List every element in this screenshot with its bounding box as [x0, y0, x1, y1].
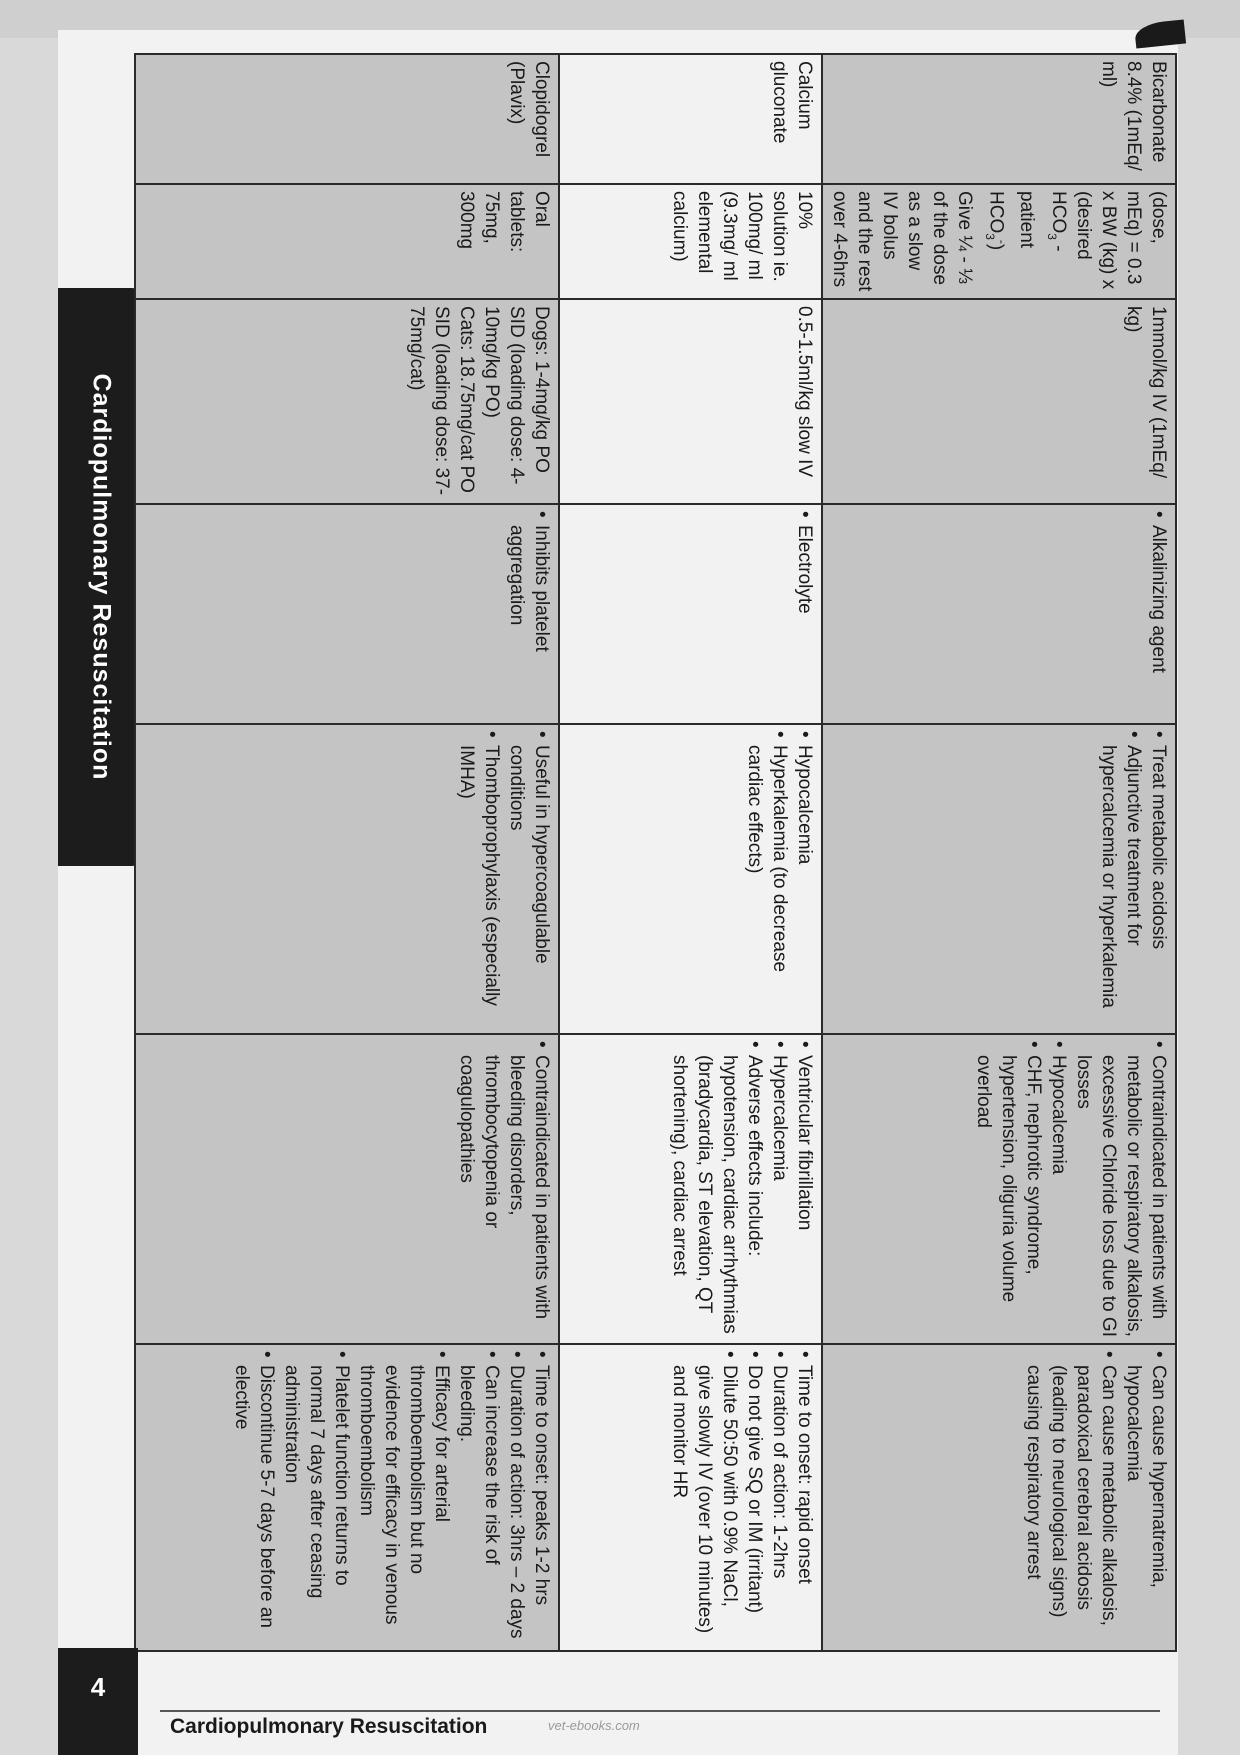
list-item: • Useful in hypercoagulable conditions	[504, 731, 554, 1027]
list-item: • Inhibits platelet aggregation	[504, 511, 554, 717]
preparation-cell: (dose, mEq) = 0.3 x BW (kg) x (desired $HCO_3$ - patient $HCO_3^-$) Give ¼ - ⅓ of the dose as a slow IV bolus and the rest over 4-6hrs	[822, 184, 1176, 299]
notes-cell	[559, 1344, 822, 1651]
list-item: • Adverse effects include: hypotension, cardiac arrhythmias (bradycardia, ST elevation, QT shortening), cardiac arrest	[667, 1041, 767, 1337]
list-item: • Ventricular fibrillation	[792, 1041, 817, 1337]
dose-line: Cats: 18.75mg/cat PO SID (loading dose: 37-75mg/cat)	[406, 306, 478, 496]
list-item: • Hypocalcemia	[1046, 1041, 1071, 1337]
dose-cell: 1mmol/kg IV (1mEq/ kg)	[822, 299, 1176, 504]
indications-cell	[135, 724, 559, 1034]
preparation-text-2: - patient HCO	[985, 191, 1069, 252]
watermark: vet-ebooks.com	[548, 1718, 640, 1733]
page-number: 4	[90, 1672, 106, 1702]
list-item: • Time to onset: rapid onset	[792, 1351, 817, 1644]
list-item: • Dilute 50:50 with 0.9% NaCl, give slowly IV (over 10 minutes) and monitor HR	[667, 1351, 742, 1644]
list-item: • Can increase the risk of bleeding.	[454, 1351, 504, 1644]
drug-table	[134, 53, 1177, 1652]
list-item: • Contraindicated in patients with metabolic or respiratory alkalosis, excessive Chloride loss due to GI losses	[1071, 1041, 1171, 1337]
class-cell	[135, 504, 559, 724]
contraindications-cell	[135, 1034, 559, 1344]
list-item: • Thomboprophylaxis (especially IMHA)	[454, 731, 504, 1027]
list-item: • Can cause metabolic alkalosis, paradoxical cerebral acidosis (leading to neurological signs) causing respiratory arrest	[1021, 1351, 1121, 1644]
preparation-cell: Oral tablets: 75mg, 300mg	[135, 184, 559, 299]
footer-rule	[160, 1710, 1160, 1712]
dose-cell: 0.5-1.5ml/kg slow IV	[559, 299, 822, 504]
list-item: • CHF, nephrotic syndrome, hypertension, oliguria volume overload	[971, 1041, 1046, 1337]
contraindications-cell	[559, 1034, 822, 1344]
preparation-text-3: ) Give ¼ - ⅓ of the dose as a slow IV bolus and the rest over 4-6hrs	[829, 191, 1007, 292]
drug-name-cell: Bicarbonate 8.4% (1mEq/ ml)	[822, 54, 1176, 184]
dose-cell	[135, 299, 559, 504]
list-item: • Electrolyte	[792, 511, 817, 717]
class-cell	[822, 504, 1176, 724]
table-row	[822, 54, 1176, 1651]
drug-name-cell: Clopidogrel (Plavix)	[135, 54, 559, 184]
list-item: • Duration of action: 1-2hrs	[767, 1351, 792, 1644]
list-item: • Platelet function returns to normal 7 days after ceasing administration	[279, 1351, 354, 1644]
drug-table-container	[170, 53, 1177, 1650]
list-item: • Hypercalcemia	[767, 1041, 792, 1337]
list-item: • Can cause hypernatremia, hypocalcemia	[1121, 1351, 1171, 1644]
preparation-cell: 10% solution ie. 100mg/ ml (9.3mg/ ml elemental calcium)	[559, 184, 822, 299]
list-item: • Contraindicated in patients with bleeding disorders, thrombocytopenia or coagulopathies	[454, 1041, 554, 1337]
list-item: • Hyperkalemia (to decrease cardiac effects)	[742, 731, 792, 1027]
list-item: • Discontinue 5-7 days before an elective	[229, 1351, 279, 1644]
class-cell	[559, 504, 822, 724]
list-item: • Hypocalcemia	[792, 731, 817, 1027]
indications-cell	[822, 724, 1176, 1034]
indications-cell	[559, 724, 822, 1034]
table-row	[135, 54, 559, 1651]
list-item: • Duration of action: 3hrs – 2 days	[504, 1351, 529, 1644]
list-item: • Do not give SQ or IM (irritant)	[742, 1351, 767, 1644]
preparation-text-1: (dose, mEq) = 0.3 x BW (kg) x (desired HCO	[1048, 191, 1169, 290]
list-item: • Time to onset: peaks 1-2 hrs	[529, 1351, 554, 1644]
notes-cell	[135, 1344, 559, 1651]
footer-title: Cardiopulmonary Resuscitation	[170, 1715, 488, 1738]
contraindications-cell	[822, 1034, 1176, 1344]
header-title: Cardiopulmonary Resuscitation	[87, 373, 116, 781]
dose-line: Dogs: 1-4mg/kg PO SID (loading dose: 4-10mg/kg PO)	[481, 306, 553, 485]
table-row	[559, 54, 822, 1651]
list-item: • Adjunctive treatment for hypercalcemia or hyperkalemia	[1096, 731, 1146, 1027]
drug-name-cell: Calcium gluconate	[559, 54, 822, 184]
notes-cell	[822, 1344, 1176, 1651]
list-item: • Treat metabolic acidosis	[1146, 731, 1171, 1027]
list-item: • Alkalinizing agent	[1146, 511, 1171, 717]
list-item: • Efficacy for arterial thromboembolism but no evidence for efficacy in venous thromboembolism	[354, 1351, 454, 1644]
